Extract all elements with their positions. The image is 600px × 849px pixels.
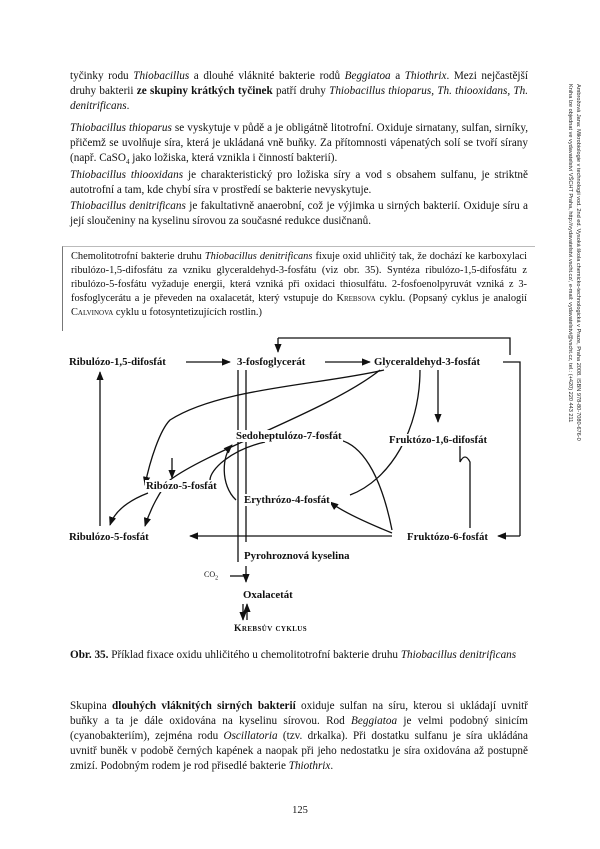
genus-name: Beggiatoa xyxy=(344,70,391,82)
diagram-arrows xyxy=(0,330,600,630)
text: je charakteristický pro ložiska síry a vod s obsahem sulfanu, je striktně autotrofní a tam, kde chybí síra v prostředí se bakterie nevyskytuje. xyxy=(70,169,528,197)
paragraph-intro xyxy=(70,69,528,114)
figure-caption xyxy=(70,648,528,663)
text: jako ložiska, která vznikla i činností bakterií). xyxy=(129,152,338,165)
text: Chemolitotrofní bakterie druhu xyxy=(71,251,205,262)
node-oxalacetate: Oxalacetát xyxy=(243,589,293,601)
calvin-name: Calvinova xyxy=(71,307,114,318)
text: . xyxy=(330,760,334,773)
text: cyklu u fotosyntetizujících rostlin.) xyxy=(113,307,262,318)
node-erythrose-4-phosphate: Erythrózo-4-fosfát xyxy=(244,494,330,506)
co2-text: CO xyxy=(204,570,216,579)
text: a xyxy=(390,70,405,82)
calvin-cycle-diagram xyxy=(0,330,600,634)
node-ribulose-5-phosphate: Ribulózo-5-fosfát xyxy=(69,531,149,543)
species-name: Thiobacillus denitrificans xyxy=(204,251,313,262)
node-3-phosphoglycerate: 3-fosfoglycerát xyxy=(237,356,306,368)
node-ribose-5-phosphate: Ribózo-5-fosfát xyxy=(146,480,217,492)
text: . Mezi nejčastější druhy bakterii xyxy=(70,70,528,98)
text: Příklad fixace oxidu uhličitého u chemolitotrofní bakterie druhu xyxy=(108,649,401,661)
node-ribulose-1-5-diphosphate: Ribulózo-1,5-difosfát xyxy=(69,356,166,368)
co2-subscript: 2 xyxy=(215,575,219,582)
paragraph-denitrificans xyxy=(70,199,528,229)
text: cyklu. (Popsaný cyklus je analogií xyxy=(375,293,527,304)
node-krebs-cycle: Krebsův cyklus xyxy=(234,623,308,634)
paragraph-thiooxidans xyxy=(70,168,528,198)
species-name: Thiobacillus thioparus xyxy=(70,122,172,134)
genus-name: Thiothrix xyxy=(404,70,447,82)
page-number: 125 xyxy=(292,805,308,816)
text: Skupina xyxy=(70,700,112,712)
node-glyceraldehyde-3-phosphate: Glyceraldehyd-3-fosfát xyxy=(374,356,481,368)
text: oxiduje sulfan na síru, kterou si ukládají uvnitř buňky a ta je dále oxidována na kyselinu sírovou. Rod xyxy=(70,700,529,728)
species-names: Thiobacillus thioparus, Th. thiooxidans, Th. denitrificans xyxy=(70,85,528,113)
node-co2 xyxy=(204,570,218,582)
node-fructose-1-6-diphosphate: Fruktózo-1,6-difosfát xyxy=(389,434,488,446)
genus-name: Oscillatoria xyxy=(223,730,278,743)
explanation-box xyxy=(62,246,535,331)
text: a dlouhé vláknité bakterie rodů xyxy=(189,70,345,82)
text: je fakultativně anaerobní, což je výjimka u sirných bakterií. Oxiduje síru a její sloučeniny na kyselinu sírovou za současné redukce dusičnanů. xyxy=(70,200,528,228)
text: . xyxy=(126,100,130,113)
emphasis: dlouhých vláknitých sirných bakterií xyxy=(111,700,296,712)
species-name: Thiobacillus denitrificans xyxy=(400,649,517,661)
genus-name: Thiothrix xyxy=(288,760,331,773)
species-name: Thiobacillus thiooxidans xyxy=(70,169,184,181)
species-name: Thiobacillus denitrificans xyxy=(70,200,186,212)
text: (tzv. drkalka). Při dostatku sulfanu je síra ukládána uvnitř buněk v podobě černých kapének a naopak při jeho nedostatku je síra oxidována až postupně zmizí. Podobným rodem je rod přisedlé bakterie xyxy=(70,730,528,773)
box-text xyxy=(71,250,527,320)
figure-label: Obr. 35. xyxy=(70,649,109,661)
emphasis: ze skupiny krátkých tyčinek xyxy=(136,85,273,98)
genus-name: Beggiatoa xyxy=(351,715,398,728)
krebs-name: Krebsova xyxy=(336,293,376,304)
subscript: 4 xyxy=(125,158,130,167)
citation-line-2: Kniha lze objednat ve vydavatelství VŠCHT Praha, http://vydavatelstvi.vscht.cz/, e-mail: vydavatelstvi@vscht.cz, tel.: (+420) 220 443 211 xyxy=(567,84,573,423)
text: je velmi podobný sinicím (cyanobakteriím), zejména rodu xyxy=(70,715,528,743)
node-pyruvic-acid: Pyrohroznová kyselina xyxy=(244,550,350,562)
genus-name: Thiobacillus xyxy=(133,70,190,82)
text: tyčinky rodu xyxy=(70,70,134,82)
node-sedoheptulose-7-phosphate: Sedoheptulózo-7-fosfát xyxy=(236,430,342,442)
text: patří druhy xyxy=(272,85,330,98)
text: fixuje oxid uhličitý tak, že dochází ke karboxylaci ribulózo-1,5-difosfátu za vzniku glyceraldehyd-3-fosfátu (viz obr. 35). Syntéza ribulózo-1,5-difosfátu z ribulózo-5-fosfátu vyžaduje energii, která vzniká při oxidaci thiosulfátu. 2-fosfoenolpyruvát vzniká z 3-fosfoglycerátu a je převeden na oxalacetát, který vstupuje do xyxy=(71,251,527,304)
paragraph-thioparus xyxy=(70,121,528,171)
node-fructose-6-phosphate: Fruktózo-6-fosfát xyxy=(407,531,488,543)
text: se vyskytuje v půdě a je obligátně litotrofní. Oxiduje sirnatany, sulfan, sirníky, přičemž se uvolňuje síra, která je ukládaná vně buňky. Za přítomnosti vápenatých solí se tvoří sírany (např. CaSO xyxy=(70,122,529,165)
citation-line-1: Ambrožová Jana: Mikrobiologie v technologii vod. 2nd ed. Vysoká škola chemicko-technologická v Praze, Praha 2008. ISBN 978-80-7080-676-0 xyxy=(575,84,581,441)
paragraph-filamentous-bacteria xyxy=(70,699,528,774)
